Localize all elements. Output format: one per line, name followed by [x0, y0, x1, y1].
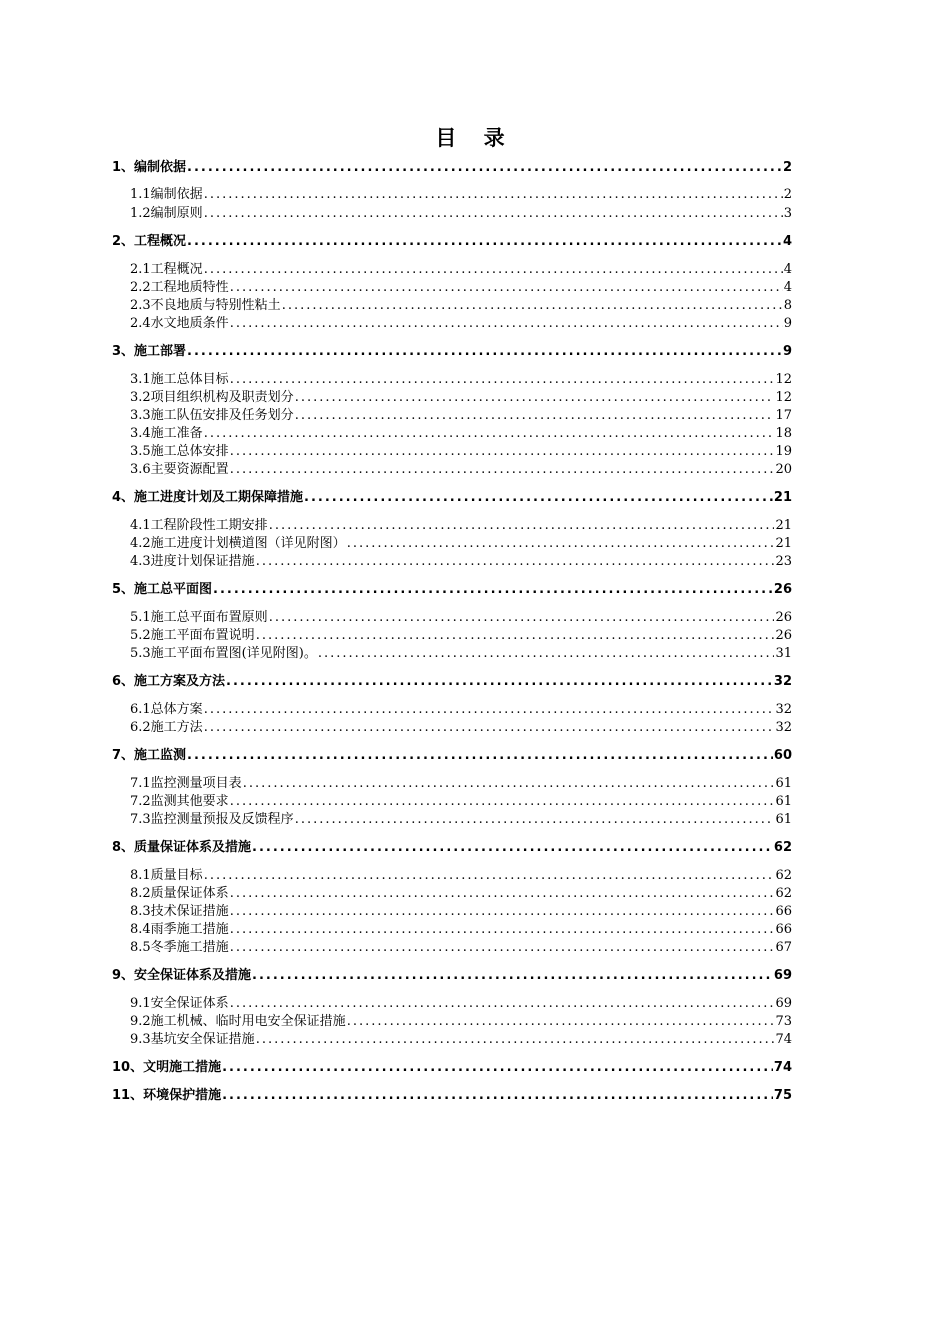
- toc-entry-label: 8.3技术保证措施: [130, 904, 229, 919]
- toc-entry-label: 4.2施工进度计划横道图（详见附图）: [130, 536, 346, 551]
- toc-entry-label: 4.1工程阶段性工期安排: [130, 518, 268, 533]
- toc-page-number: 60: [773, 748, 792, 763]
- toc-entry-label: 2.2工程地质特性: [130, 280, 229, 295]
- toc-page-number: 61: [775, 812, 792, 827]
- toc-dot-leader: [304, 489, 773, 507]
- toc-page-number: 66: [775, 904, 792, 919]
- toc-section-entry[interactable]: [130, 389, 792, 407]
- toc-entry-label: 9.3基坑安全保证措施: [130, 1032, 255, 1047]
- toc-chapter-entry[interactable]: [112, 233, 792, 251]
- toc-section-entry[interactable]: [130, 701, 792, 719]
- toc-entry-label: 8.1质量目标: [130, 868, 203, 883]
- toc-page-number: 67: [775, 940, 792, 955]
- toc-chapter-entry[interactable]: [112, 1087, 792, 1105]
- toc-page-number: 4: [782, 234, 792, 249]
- toc-dot-leader: [204, 186, 783, 204]
- toc-dot-leader: [318, 645, 775, 663]
- toc-section-entry[interactable]: [130, 205, 792, 223]
- toc-entry-label: 9.1安全保证体系: [130, 996, 229, 1011]
- toc-section-entry[interactable]: [130, 261, 792, 279]
- toc-entry-label: 2.4水文地质条件: [130, 316, 229, 331]
- toc-page-number: 8: [783, 298, 792, 313]
- toc-page-number: 69: [773, 968, 792, 983]
- toc-dot-leader: [243, 775, 775, 793]
- toc-page-number: 12: [775, 372, 792, 387]
- toc-dot-leader: [295, 811, 775, 829]
- toc-entry-label: 3.5施工总体安排: [130, 444, 229, 459]
- toc-dot-leader: [252, 839, 773, 857]
- toc-section-entry[interactable]: [130, 627, 792, 645]
- toc-section-entry[interactable]: [130, 315, 792, 333]
- toc-entry-label: 9、安全保证体系及措施: [112, 968, 252, 983]
- toc-page-number: 2: [782, 160, 792, 175]
- toc-entry-label: 1.2编制原则: [130, 206, 203, 221]
- toc-dot-leader: [204, 719, 775, 737]
- toc-dot-leader: [256, 553, 775, 571]
- toc-entry-label: 1.1编制依据: [130, 187, 203, 202]
- toc-entry-label: 4.3进度计划保证措施: [130, 554, 255, 569]
- toc-dot-leader: [347, 535, 775, 553]
- toc-chapter-entry[interactable]: [112, 159, 792, 177]
- toc-entry-label: 10、文明施工措施: [112, 1060, 222, 1075]
- toc-page-number: 18: [775, 426, 792, 441]
- toc-dot-leader: [230, 371, 775, 389]
- toc-section-entry[interactable]: [130, 775, 792, 793]
- toc-section-entry[interactable]: [130, 517, 792, 535]
- toc-section-entry[interactable]: [130, 609, 792, 627]
- toc-entry-label: 1、编制依据: [112, 160, 187, 175]
- toc-section-entry[interactable]: [130, 885, 792, 903]
- toc-page-number: 74: [773, 1060, 792, 1075]
- toc-page-number: 74: [775, 1032, 792, 1047]
- toc-dot-leader: [230, 461, 775, 479]
- toc-section-entry[interactable]: [130, 371, 792, 389]
- toc-chapter-entry[interactable]: [112, 673, 792, 691]
- toc-page-number: 32: [775, 720, 792, 735]
- toc-section-entry[interactable]: [130, 645, 792, 663]
- toc-dot-leader: [222, 1087, 773, 1105]
- toc-dot-leader: [230, 279, 783, 297]
- toc-page-number: 66: [775, 922, 792, 937]
- toc-dot-leader: [230, 793, 775, 811]
- toc-entry-label: 11、环境保护措施: [112, 1088, 222, 1103]
- toc-entry-label: 8.5冬季施工措施: [130, 940, 229, 955]
- toc-dot-leader: [295, 389, 775, 407]
- toc-entry-label: 2.1工程概况: [130, 262, 203, 277]
- toc-page-number: 26: [775, 628, 792, 643]
- toc-section-entry[interactable]: [130, 186, 792, 204]
- toc-entry-label: 3、施工部署: [112, 344, 187, 359]
- toc-section-entry[interactable]: [130, 811, 792, 829]
- toc-entry-label: 3.6主要资源配置: [130, 462, 229, 477]
- toc-dot-leader: [269, 517, 775, 535]
- toc-page-number: 26: [775, 610, 792, 625]
- toc-dot-leader: [187, 747, 773, 765]
- toc-page-number: 21: [773, 490, 792, 505]
- toc-entry-label: 3.4施工准备: [130, 426, 203, 441]
- toc-dot-leader: [213, 581, 773, 599]
- toc-section-entry[interactable]: [130, 297, 792, 315]
- toc-page-number: 12: [775, 390, 792, 405]
- toc-page-number: 32: [775, 702, 792, 717]
- toc-chapter-entry[interactable]: [112, 967, 792, 985]
- toc-dot-leader: [187, 343, 782, 361]
- toc-page-number: 73: [775, 1014, 792, 1029]
- toc-entry-label: 7.2监测其他要求: [130, 794, 229, 809]
- toc-page-number: 32: [773, 674, 792, 689]
- toc-page-number: 9: [783, 316, 792, 331]
- toc-dot-leader: [295, 407, 775, 425]
- toc-entry-label: 5.3施工平面布置图(详见附图)。: [130, 646, 317, 661]
- toc-page-number: 9: [782, 344, 792, 359]
- toc-page-number: 26: [773, 582, 792, 597]
- toc-section-entry[interactable]: [130, 793, 792, 811]
- toc-page-number: 31: [775, 646, 792, 661]
- toc-dot-leader: [252, 967, 773, 985]
- toc-section-entry[interactable]: [130, 1013, 792, 1031]
- toc-section-entry[interactable]: [130, 279, 792, 297]
- toc-dot-leader: [230, 885, 775, 903]
- toc-dot-leader: [204, 701, 775, 719]
- toc-page-number: 21: [775, 536, 792, 551]
- toc-section-entry[interactable]: [130, 903, 792, 921]
- toc-section-entry[interactable]: [130, 535, 792, 553]
- toc-entry-label: 5、施工总平面图: [112, 582, 213, 597]
- toc-dot-leader: [347, 1013, 775, 1031]
- toc-entry-label: 8、质量保证体系及措施: [112, 840, 252, 855]
- toc-dot-leader: [230, 903, 775, 921]
- toc-dot-leader: [256, 627, 775, 645]
- toc-page-number: 4: [783, 262, 792, 277]
- toc-page-number: 3: [783, 206, 792, 221]
- toc-section-entry[interactable]: [130, 425, 792, 443]
- toc-entry-label: 8.2质量保证体系: [130, 886, 229, 901]
- toc-page-number: 62: [775, 868, 792, 883]
- toc-chapter-entry[interactable]: [112, 489, 792, 507]
- toc-dot-leader: [230, 443, 775, 461]
- toc-entry-label: 6.2施工方法: [130, 720, 203, 735]
- toc-page-number: 75: [773, 1088, 792, 1103]
- toc-entry-label: 3.1施工总体目标: [130, 372, 229, 387]
- toc-page-number: 4: [783, 280, 792, 295]
- toc-section-entry[interactable]: [130, 867, 792, 885]
- toc-dot-leader: [204, 867, 775, 885]
- toc-chapter-entry[interactable]: [112, 343, 792, 361]
- toc-entry-label: 2.3不良地质与特别性粘土: [130, 298, 281, 313]
- toc-page-number: 20: [775, 462, 792, 477]
- toc-page-number: 61: [775, 776, 792, 791]
- toc-dot-leader: [230, 921, 775, 939]
- toc-dot-leader: [222, 1059, 773, 1077]
- toc-entry-label: 9.2施工机械、临时用电安全保证措施: [130, 1014, 346, 1029]
- toc-entry-label: 5.1施工总平面布置原则: [130, 610, 268, 625]
- toc-page-number: 21: [775, 518, 792, 533]
- toc-dot-leader: [204, 205, 783, 223]
- toc-entry-label: 8.4雨季施工措施: [130, 922, 229, 937]
- toc-dot-leader: [230, 939, 775, 957]
- toc-dot-leader: [269, 609, 775, 627]
- toc-dot-leader: [204, 261, 783, 279]
- toc-dot-leader: [256, 1031, 775, 1049]
- toc-chapter-entry[interactable]: [112, 581, 792, 599]
- toc-entry-label: 6、施工方案及方法: [112, 674, 226, 689]
- toc-page-number: 61: [775, 794, 792, 809]
- toc-page-number: 19: [775, 444, 792, 459]
- toc-section-entry[interactable]: [130, 921, 792, 939]
- toc-entry-label: 5.2施工平面布置说明: [130, 628, 255, 643]
- toc-dot-leader: [230, 995, 775, 1013]
- toc-dot-leader: [226, 673, 773, 691]
- toc-dot-leader: [204, 425, 775, 443]
- toc-page-number: 62: [775, 886, 792, 901]
- toc-section-entry[interactable]: [130, 719, 792, 737]
- toc-chapter-entry[interactable]: [112, 839, 792, 857]
- toc-page-number: 69: [775, 996, 792, 1011]
- toc-dot-leader: [282, 297, 783, 315]
- toc-page-number: 2: [783, 187, 792, 202]
- toc-dot-leader: [230, 315, 783, 333]
- toc-page-number: 23: [775, 554, 792, 569]
- toc-entry-label: 7.1监控测量项目表: [130, 776, 242, 791]
- toc-section-entry[interactable]: [130, 461, 792, 479]
- toc-entry-label: 7.3监控测量预报及反馈程序: [130, 812, 294, 827]
- toc-dot-leader: [187, 159, 782, 177]
- toc-entry-label: 6.1总体方案: [130, 702, 203, 717]
- toc-chapter-entry[interactable]: [112, 747, 792, 765]
- toc-section-entry[interactable]: [130, 553, 792, 571]
- toc-chapter-entry[interactable]: [112, 1059, 792, 1077]
- toc-section-entry[interactable]: [130, 407, 792, 425]
- toc-title: 目 录: [435, 126, 515, 150]
- toc-dot-leader: [187, 233, 782, 251]
- toc-section-entry[interactable]: [130, 939, 792, 957]
- toc-page-number: 17: [775, 408, 792, 423]
- toc-section-entry[interactable]: [130, 995, 792, 1013]
- toc-entry-label: 7、施工监测: [112, 748, 187, 763]
- toc-section-entry[interactable]: [130, 443, 792, 461]
- toc-section-entry[interactable]: [130, 1031, 792, 1049]
- toc-page-number: 62: [773, 840, 792, 855]
- toc-entry-label: 3.2项目组织机构及职责划分: [130, 390, 294, 405]
- toc-entry-label: 4、施工进度计划及工期保障措施: [112, 490, 304, 505]
- toc-entry-label: 2、工程概况: [112, 234, 187, 249]
- toc-entry-label: 3.3施工队伍安排及任务划分: [130, 408, 294, 423]
